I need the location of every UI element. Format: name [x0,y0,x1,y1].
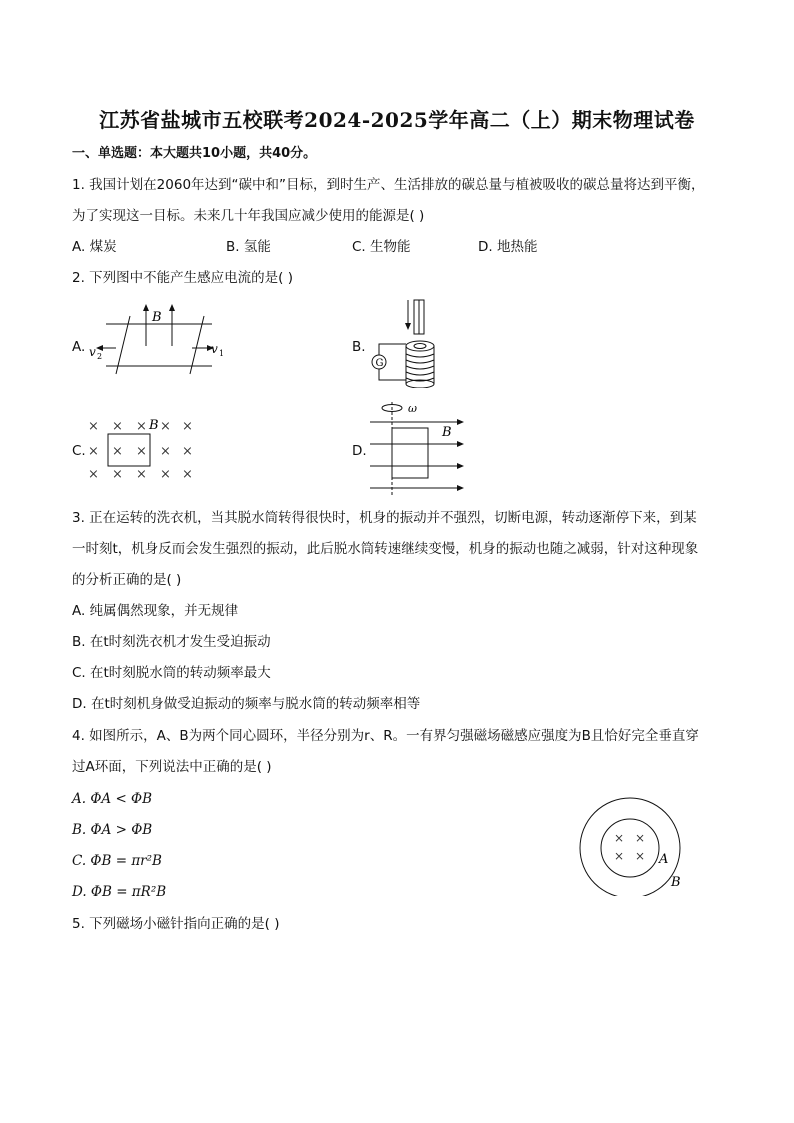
q3-stem-line2: 一时刻t，机身反而会发生强烈的振动，此后脱水筒转速继续变慢，机身的振动也随之减弱，针对这种现象 [72,541,699,557]
q3-option-b: B. 在t时刻洗衣机才发生受迫振动 [72,634,271,650]
q4-option-d: D. ΦB = πR²B [72,884,167,900]
q2a-v1-label: v [211,342,218,356]
q2a-v2-label: v [89,345,96,359]
svg-text:×: × [112,419,123,434]
q2-label-d: D. [352,443,367,459]
omega-label: ω [408,402,417,415]
galvanometer-label: G [375,358,384,369]
q2-stem: 2. 下列图中不能产生感应电流的是( ) [72,270,293,286]
svg-text:×: × [160,419,171,434]
q1-stem-line1: 1. 我国计划在2060年达到“碳中和”目标，到时生产、生活排放的碳总量与植被吸收的碳总量将达到平衡， [72,177,705,193]
q4-stem-line1: 4. 如图所示，A、B为两个同心圆环，半径分别为r、R。一有界匀强磁场磁感应强度为B且恰好完全垂直穿 [72,728,699,744]
q1-stem-line2: 为了实现这一目标。未来几十年我国应减少使用的能源是( ) [72,208,425,224]
svg-text:×: × [88,467,99,482]
q3-stem-line1: 3. 正在运转的洗衣机，当其脱水筒转得很快时，机身的振动并不强烈，切断电源，转动逐渐停下来，到某 [72,510,697,526]
q1-option-b: B. 氢能 [226,239,271,255]
q2d-b-label: B [442,425,452,440]
svg-text:×: × [182,444,193,459]
q3-option-d: D. 在t时刻机身做受迫振动的频率与脱水筒的转动频率相等 [72,696,421,712]
q4-stem-line2: 过A环面，下列说法中正确的是( ) [72,759,272,775]
q4-option-a: A. ΦA < ΦB [72,791,153,807]
svg-text:×: × [136,467,147,482]
svg-text:×: × [182,467,193,482]
q2-label-a: A. [72,339,86,355]
q3-stem-line3: 的分析正确的是( ) [72,572,182,588]
q3-option-a: A. 纯属偶然现象，并无规律 [72,603,239,619]
svg-text:×: × [136,419,147,434]
ring-a-label: A [659,852,669,867]
q4-figure-rings [574,796,694,896]
q2a-v2-sub: 2 [97,352,103,361]
svg-text:×: × [88,444,99,459]
q2-figure-d [366,400,470,500]
q2-figure-b [362,296,452,388]
q1-option-c: C. 生物能 [352,239,411,255]
svg-text:×: × [112,444,123,459]
q3-option-c: C. 在t时刻脱水筒的转动频率最大 [72,665,271,681]
page-title: 江苏省盐城市五校联考2024-2025学年高二（上）期末物理试卷 [99,108,695,132]
svg-text:×: × [635,849,646,863]
svg-text:×: × [88,419,99,434]
q2-label-b: B. [352,339,366,355]
svg-text:×: × [160,444,171,459]
q4-option-b: B. ΦA > ΦB [72,822,153,838]
svg-text:×: × [160,467,171,482]
svg-text:×: × [614,831,625,845]
q2-figure-c [82,414,202,484]
q2-figure-a [86,300,236,380]
svg-text:×: × [136,444,147,459]
q2a-b-label: B [152,310,162,325]
svg-text:×: × [112,467,123,482]
q1-option-a: A. 煤炭 [72,239,117,255]
q2c-b-label: B [149,418,159,433]
q2a-v1-sub: 1 [219,349,225,358]
q2-label-c: C. [72,443,86,459]
q5-stem: 5. 下列磁场小磁针指向正确的是( ) [72,916,280,932]
q4-option-c: C. ΦB = πr²B [72,853,162,869]
q1-option-d: D. 地热能 [478,239,538,255]
svg-text:×: × [635,831,646,845]
ring-b-label: B [671,875,681,890]
section-heading: 一、单选题：本大题共10小题，共40分。 [72,146,317,161]
svg-text:×: × [182,419,193,434]
svg-text:×: × [614,849,625,863]
